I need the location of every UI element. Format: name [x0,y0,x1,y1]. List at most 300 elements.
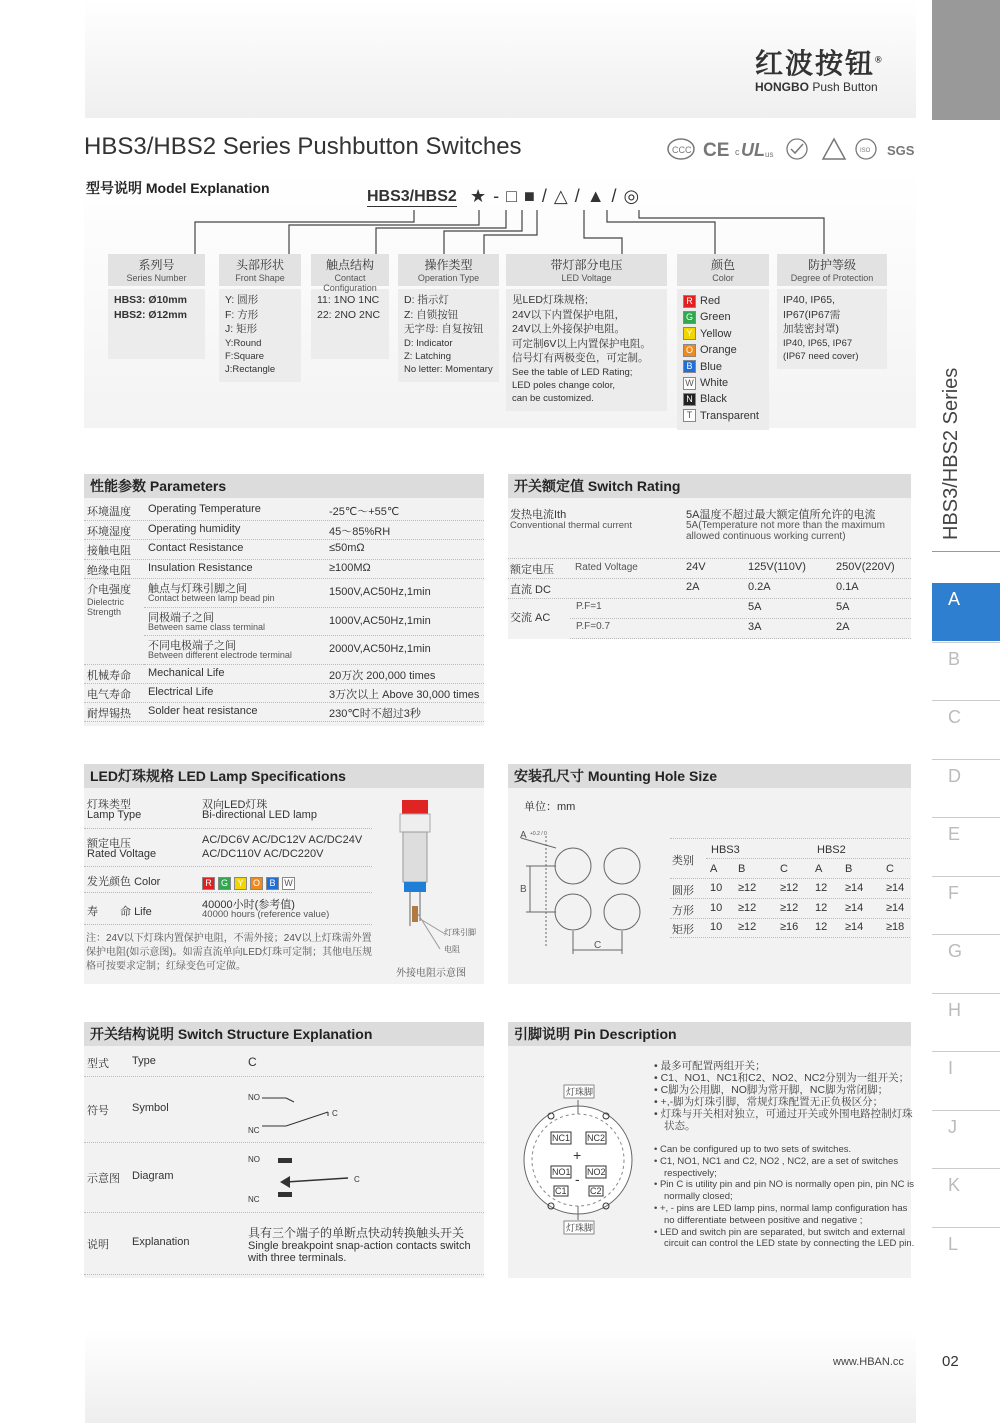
model-col-head [777,254,887,286]
footer-band [85,1330,916,1423]
mount-row-name: 矩形 [672,924,694,936]
svg-text:UL: UL [741,140,765,160]
side-tab-l[interactable]: L [932,1227,1000,1285]
model-col-line: 见LED灯珠规格; [512,294,588,306]
led-voltage-label-cn: 额定电压 [87,838,131,850]
model-col-line: D: Indicator [404,337,453,349]
model-col-line: HBS3: Ø10mm [114,294,187,306]
rated-voltage-value: 125V(110V) [748,561,806,573]
pin-diagram [520,1080,650,1240]
pin-bullets [654,1060,916,1250]
led-color-label-cn: 发光颜色 [87,876,131,888]
color-option-blue [683,359,763,375]
model-code: HBS3/HBS2 [367,188,457,205]
model-col-line: 信号灯有两极变色，可定制。 [512,352,649,364]
rated-voltage-value: 24V [686,561,706,573]
mount-line [670,898,910,899]
color-code-box: B [683,360,696,373]
mount-cell: ≥16 [780,921,799,933]
pin-nc1: NC1 [552,1133,571,1143]
led-color-boxes [202,873,298,891]
mount-heading: 安装孔尺寸 Mounting Hole Size [508,764,911,788]
param-row [84,559,484,580]
led-type-label-en: Lamp Type [87,809,142,821]
model-col-line: 可定制6V以上内置保护电阻。 [512,337,651,350]
rated-voltage-value: 250V(220V) [836,561,895,573]
dielectric-row-en: Between different electrode terminal [148,650,292,660]
brand-logo [755,42,905,94]
model-col-body [219,289,301,382]
led-type-label-cn: 灯珠类型 [87,799,131,811]
brand-en: HONGBO [755,80,809,94]
dielectric-row [144,635,484,665]
led-fig-caption: 外接电阻示意图 [396,968,466,979]
symbol-c-label: C [332,1109,338,1118]
model-col-body [108,289,205,359]
mount-group-hbs3: HBS3 [711,844,740,856]
color-code-box: G [683,311,696,324]
thermal-label-en: Conventional thermal current [510,520,632,531]
color-option-white [683,375,763,391]
param-label-en: Contact Resistance [148,542,244,554]
color-name: Orange [700,344,737,357]
model-col-body [777,289,887,369]
pin-bullet-text: C1, NO1, NC1 and C2, NO2 , NC2, are a set of switches respectively; [659,1155,899,1179]
model-col-head [506,254,667,286]
mount-cell: ≥14 [886,882,905,894]
bullet-dot: • [654,1084,661,1096]
thermal-value-en: 5A(Temperature not more than the maximum allowed continuous working current) [686,520,885,542]
svg-text:CE: CE [703,140,730,161]
side-tab-b[interactable]: B [932,642,1000,700]
model-code-tail: ★ - □ ■ / △ / ▲ / ◎ [470,186,641,206]
param-label-cn: 环境湿度 [87,525,131,538]
color-code-box: N [683,393,696,406]
side-tab-a[interactable]: A [932,583,1000,641]
pin-no2: NO2 [587,1167,606,1177]
model-col-cn: 操作类型 [424,258,473,272]
pin-bullet-cn [654,1084,916,1096]
pin-bullet-cn [654,1108,916,1132]
param-value: 3万次以上 Above 30,000 times [329,688,480,701]
pin-bullet-en [654,1144,916,1156]
svg-text:CCC: CCC [672,145,692,155]
side-tab-g[interactable]: G [932,934,1000,992]
dielectric-row [144,578,484,608]
model-col-line: IP40, IP65, [783,294,835,306]
rating-voltage-row [508,558,911,579]
structure-label-cn: 符号 [87,1105,109,1117]
sgs-icon [887,143,915,158]
dielectric-row-value: 1000V,AC50Hz,1min [329,614,431,627]
dielectric-row-en: Between same class terminal [148,621,266,632]
param-label-en: Mechanical Life [148,666,225,679]
model-col-line: 24V以下内置保护电阻， [512,308,626,321]
color-name: Blue [700,360,723,373]
mount-col-head: A [815,863,823,875]
structure-row [84,1048,484,1077]
model-col-cn: 触点结构 [325,258,374,272]
model-col-head [311,254,389,293]
model-col-line: J: 矩形 [225,323,258,335]
footer-url[interactable]: www.HBAN.cc [833,1356,904,1368]
color-code-box: O [683,344,696,357]
structure-type-value: C [248,1055,257,1069]
mount-col-head: B [738,863,746,875]
side-tab-e[interactable]: E [932,817,1000,875]
param-value: 230℃时不超过3秒 [329,707,421,720]
model-col-body [677,289,769,430]
model-col-body [506,289,667,411]
color-name: Transparent [700,409,759,422]
page-number: 02 [942,1353,959,1370]
model-col-line: Y:Round [225,337,262,349]
bullet-dot: • [654,1060,661,1072]
bullet-dot: • [654,1179,660,1191]
mount-c-label: C [594,940,602,951]
model-col-line: IP67(IP67需 [783,308,841,321]
mount-col-head: C [886,863,894,875]
led-voltage-value-2: AC/DC110V AC/DC220V [202,848,324,860]
color-option-yellow [683,326,763,342]
rated-voltage-label-cn: 额定电压 [510,564,554,576]
param-label-en: Electrical Life [148,685,214,698]
param-label-cn: 环境温度 [87,506,131,518]
mount-cell: 12 [815,901,828,914]
color-name: Black [700,393,727,406]
color-code-box: T [683,409,696,422]
led-voltage-label-en: Rated Voltage [87,848,157,860]
pin-no1: NO1 [552,1167,571,1177]
switch-diagram [246,1152,366,1208]
side-tab-h[interactable]: H [932,993,1000,1051]
mount-a-label: A [520,830,527,841]
bullet-dot: • [654,1096,661,1108]
model-col-cn: 头部形状 [235,258,284,272]
symbol-nc-label: NC [248,1126,260,1135]
model-col-en: Operation Type [417,273,480,283]
led-life-value-cn: 40000小时(参考值) [202,899,295,911]
dielectric-en2: Strength [87,607,122,617]
model-col-en: Front Shape [235,273,285,283]
diagram-nc-label: NC [248,1195,260,1204]
param-row [84,683,484,703]
rohs-icon [787,139,807,159]
pin-plus: + [573,1147,582,1163]
pin-bullet-cn [654,1072,916,1084]
led-color-box: G [218,877,231,890]
pin-lamp-top: 灯珠脚 [566,1087,594,1097]
rating-ac-row [570,618,911,639]
rating-dc-row [508,578,911,599]
param-label-cn: 接触电阻 [87,545,131,557]
pin-bullet-text: C1、NO1、NC1和C2、NO2、NC2分别为一组开关； [660,1072,910,1084]
mount-line [706,858,910,859]
structure-expl-cn: 具有三个端子的单断点快动转换触头开关 [248,1226,465,1240]
mount-type-label: 类别 [672,855,694,867]
led-color-box: O [250,877,263,890]
param-label-en: Operating humidity [148,522,241,535]
param-value: 20万次 200,000 times [329,669,436,682]
model-col-line: F:Square [225,350,265,362]
pin-bullet-text: LED and switch pin are separated, but switch and external circuit can control the LED state by connecting the LED pin. [659,1226,915,1250]
dielectric-row [144,607,484,637]
model-connector-lines [84,200,916,255]
param-value: ≥100MΩ [329,561,371,574]
dc-label: 直流 DC [510,584,551,596]
side-tab-k[interactable]: K [932,1168,1000,1226]
model-col-en: Color [712,273,734,283]
bullet-dot: • [654,1108,661,1120]
model-col-head [219,254,301,286]
mount-line [670,918,910,919]
model-col-2 [311,254,389,359]
model-col-cn: 带灯部分电压 [550,258,623,272]
structure-expl-en2: with three terminals. [248,1252,347,1264]
dielectric-row-cn: 不同电极端子之间 [148,640,236,652]
mount-cell: 12 [815,921,828,933]
model-col-line: 无字母: 自复按钮 [404,323,484,335]
mount-col-head: B [845,863,853,875]
model-col-6 [777,254,887,369]
led-note: 注：24V以下灯珠内置保护电阻，不需外接；24V以上灯珠需外置保护电阻(如示意图)。如需直流单向LED灯珠可定制；其他电压规格可按要求定制；红绿变色可定做。 [86,933,373,972]
model-col-cn: 防护等级 [807,258,856,272]
mount-line [670,937,910,938]
pin-lamp-bottom: 灯珠脚 [566,1223,594,1233]
mount-cell: 10 [710,901,723,914]
model-col-line: D: 指示灯 [404,294,449,306]
color-name: Red [700,295,721,307]
model-col-line: J:Rectangle [225,363,276,375]
pin-c1: C1 [555,1186,567,1196]
led-heading: LED灯珠规格 LED Lamp Specifications [84,764,484,788]
model-col-line: See the table of LED Rating; [512,366,633,378]
ac-pf: P.F=0.7 [576,621,611,632]
ac-value: 2A [836,621,850,633]
model-col-head [398,254,499,286]
model-col-0 [108,254,205,359]
warning-icon [823,139,845,159]
brand-en2: Push Button [812,80,878,94]
mount-col-head: C [780,863,788,875]
mount-hole-diagram [516,826,646,961]
model-col-en: Degree of Protection [790,273,874,283]
mount-cell: ≥18 [886,921,905,933]
model-col-body [398,289,499,382]
structure-label-en: Diagram [132,1170,174,1182]
dielectric-row-value: 2000V,AC50Hz,1min [329,643,431,655]
thermal-value-cn: 5A温度不超过最大额定值所允许的电流 [686,509,876,521]
structure-label-en: Symbol [132,1102,169,1114]
mount-cell: ≥12 [780,882,799,894]
bullet-dot: • [654,1155,660,1167]
model-col-line: (IP67 need cover) [783,350,859,362]
structure-expl-en1: Single breakpoint snap-action contacts switch [248,1240,471,1252]
mount-tolerance: +0.2 / 0 [530,831,547,837]
mount-cell: ≥12 [738,901,757,914]
pin-bullet-text: Pin C is utility pin and pin NO is normally open pin, pin NC is normally closed; [659,1179,914,1203]
pin-bullet-en [654,1156,916,1180]
color-option-green [683,309,763,325]
param-row [84,702,484,722]
param-label-en: Insulation Resistance [148,561,253,574]
side-tab-c[interactable]: C [932,700,1000,758]
model-col-cn: 颜色 [710,258,735,272]
rating-heading: 开关额定值 Switch Rating [508,474,911,498]
pin-bullet-text: +,-脚为灯珠引脚，常规灯珠配置无正负极区分； [660,1096,884,1108]
mount-row-name: 方形 [672,904,694,917]
pin-bullet-text: Can be configured up to two sets of switches. [659,1144,852,1155]
param-value: -25℃～+55℃ [329,506,400,518]
side-tab-i[interactable]: I [932,1051,1000,1109]
mount-b-label: B [520,884,527,895]
model-col-line: Z: Latching [404,350,451,362]
ce-icon [703,140,729,161]
param-label-cn: 耐焊锡热 [87,707,131,720]
svg-text:us: us [765,150,774,159]
led-color-box: W [282,877,295,890]
side-tab-d[interactable]: D [932,759,1000,817]
model-col-line: LED poles change color, [512,379,615,391]
dielectric-label [87,581,143,617]
ac-value: 3A [748,621,762,633]
dielectric-cn: 介电强度 [87,584,131,596]
led-color-row [84,868,372,893]
side-series-label: HBS3/HBS2 Series [940,367,962,540]
model-col-line: 24V以上外接保护电阻。 [512,323,626,335]
param-value: ≤50mΩ [329,542,365,554]
led-type-row [84,792,372,829]
param-label-cn: 电气寿命 [87,688,131,701]
model-col-line: IP40, IP65, IP67 [783,337,853,349]
mount-cell: 10 [710,921,723,933]
bullet-dot: • [654,1226,660,1238]
color-name: Yellow [700,327,732,340]
model-col-head [677,254,769,286]
mount-cell: ≥14 [845,882,864,894]
param-row [84,539,484,560]
structure-label-cn: 说明 [87,1239,109,1251]
page-title: HBS3/HBS2 Series Pushbutton Switches [84,133,522,160]
led-color-label [87,873,160,889]
color-option-orange [683,342,763,358]
model-col-line: F: 方形 [225,308,259,321]
side-divider [932,551,1000,552]
pin-bullet-text: 最多可配置两组开关； [660,1060,766,1072]
pin-heading: 引脚说明 Pin Description [508,1022,911,1046]
mount-cell: ≥14 [845,921,864,933]
dc-value: 0.1A [836,581,859,593]
mount-col-head: A [710,863,718,875]
mount-line [670,878,910,879]
param-value: 45～85%RH [329,525,391,538]
led-color-box: B [266,877,279,890]
dielectric-en1: Dielectric [87,597,125,607]
brand-registered: ® [875,54,884,65]
svg-text:SGS: SGS [887,143,915,158]
param-row [84,500,484,521]
ccc-icon [668,139,694,159]
symbol-no-label: NO [248,1093,260,1102]
model-col-4 [506,254,667,411]
svg-text:ISO: ISO [860,148,871,154]
model-col-en: Series Number [126,273,187,283]
led-fig-lamp-pin: 灯珠引脚 [444,928,476,937]
svg-text:c: c [735,147,740,157]
pin-bullet-text: 灯珠与开关相对独立，可通过开关或外围电路控制灯珠状态。 [660,1108,913,1132]
model-col-body [311,289,389,359]
side-tab-f[interactable]: F [932,876,1000,934]
pin-bullet-en [654,1179,916,1203]
model-col-line: 22: 2NO 2NC [317,308,381,321]
mount-cell: ≥12 [738,882,757,894]
dielectric-row-value: 1500V,AC50Hz,1min [329,586,431,598]
structure-heading: 开关结构说明 Switch Structure Explanation [84,1022,484,1046]
led-type-value-en: Bi-directional LED lamp [202,809,317,821]
mount-unit: 单位：mm [524,801,576,813]
side-tab-j[interactable]: J [932,1110,1000,1168]
color-name: Green [700,311,731,324]
model-col-head [108,254,205,286]
model-col-line: can be customized. [512,392,594,404]
led-life-value-en: 40000 hours (reference value) [202,909,330,920]
color-option-red [683,293,763,309]
param-row [84,520,484,541]
pin-bullet-text: C脚为公用脚，NO脚为常开脚，NC脚为常闭脚； [660,1084,889,1096]
pin-bullet-cn [654,1096,916,1108]
structure-label-cn: 型式 [87,1058,109,1070]
model-col-line: No letter: Momentary [404,363,493,375]
rating-ac-row [570,598,911,619]
bullet-dot: • [654,1072,661,1084]
pin-c2: C2 [590,1186,602,1196]
switch-symbol [246,1090,356,1138]
model-col-en: LED Voltage [561,273,612,283]
color-code-box: R [683,295,696,308]
model-col-3 [398,254,499,382]
mount-cell: 10 [710,882,723,894]
ac-label: 交流 AC [510,612,551,624]
dielectric-row-cn: 同极端子之间 [148,611,214,624]
param-label-en: Operating Temperature [148,503,261,515]
corner-bar [932,0,1000,120]
structure-label-cn: 示意图 [87,1173,120,1185]
led-life-label-cn: 寿 命 [87,906,131,918]
color-name: White [700,377,729,390]
led-color-box: Y [234,877,247,890]
structure-label-en: Type [132,1055,156,1067]
param-label-cn: 机械寿命 [87,669,131,682]
ac-pf: P.F=1 [576,601,602,612]
rated-voltage-label-en: Rated Voltage [575,562,638,573]
led-life-label [87,903,152,919]
led-life-label-en: Life [134,906,152,918]
mount-cell: 12 [815,882,828,894]
pin-minus: - [575,1171,580,1187]
diagram-no-label: NO [248,1155,260,1164]
led-color-box: R [202,877,215,890]
model-col-1 [219,254,301,382]
dielectric-row-cn: 触点与灯珠引脚之间 [148,583,247,595]
ac-value: 5A [836,601,850,613]
pin-bullet-en [654,1227,916,1251]
pin-bullet-en [654,1203,916,1227]
model-col-line: 11: 1NO 1NC [317,294,380,306]
led-voltage-value-1: AC/DC6V AC/DC12V AC/DC24V [202,834,363,846]
bullet-dot: • [654,1202,660,1214]
diagram-c-label: C [354,1175,360,1184]
mount-cell: ≥12 [780,901,799,914]
